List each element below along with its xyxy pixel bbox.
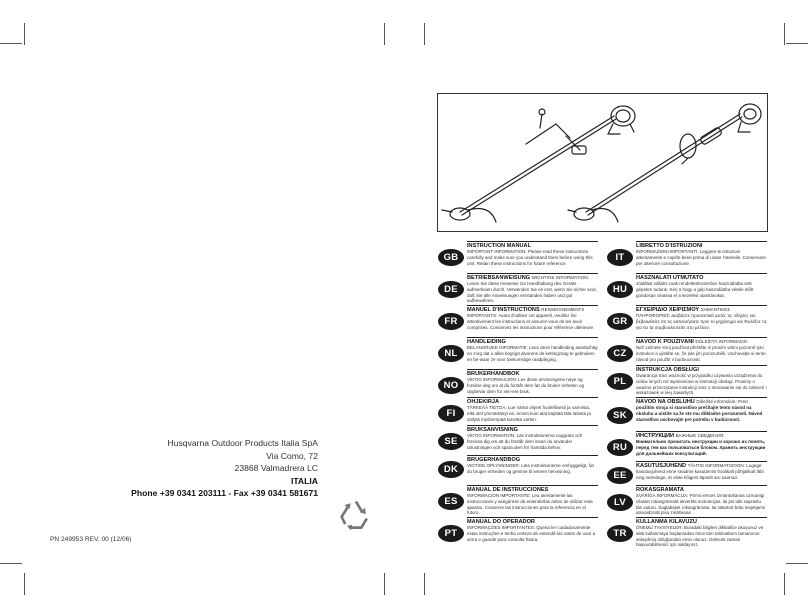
lang-badge: ES — [438, 493, 464, 510]
lang-badge: NL — [438, 345, 464, 362]
crop-mark — [786, 563, 808, 564]
lang-text — [467, 399, 598, 425]
trimmer-drawing — [438, 94, 767, 231]
company-street: Via Como, 72 — [266, 450, 318, 461]
lang-title: HANDLEIDING — [467, 339, 506, 345]
divider — [467, 337, 598, 338]
lang-text — [467, 427, 598, 453]
divider — [467, 273, 598, 274]
divider — [636, 305, 767, 306]
lang-title: ΕΓΧΕΙΡΙΔΙΟ ΧΕΙΡΙΣΜΟΥ — [636, 307, 700, 313]
lang-body: Než začnete stroj používat přečtěte si prosím velmi pozorně tyto instrukce a ujistěte se, že jste jim porozuměli. Uschovejte si tento návod pro použití v budoucnosti. — [636, 345, 766, 362]
crop-mark — [424, 573, 425, 595]
lang-title: OHJEKIRJA — [467, 399, 500, 405]
lang-badge: TR — [607, 525, 633, 542]
lang-title: MANUAL DO OPERADOR — [467, 519, 535, 525]
lang-body: SVARĪGA INFORMĀCIJA: Pirms ierīces izmantošanas uzmanīgi izlasiet rokasgrāmatā ietvertās instrukcijas, lai jūs labi saprastu tās saturu. Saglabājiet rokasgrāmatu, lai nākotnē būtu iespējams atsvaidzināt jūsu zināšanas. — [636, 493, 766, 516]
lang-subtitle: ΣΗΜΑΝΤΙΚΕΣ — [700, 307, 731, 312]
lang-subtitle: Dôležité informácie: Pred — [696, 399, 748, 404]
lang-badge: RU — [607, 439, 633, 456]
lang-title: HASZNÁLATI UTMUTATÓ — [636, 275, 704, 281]
lang-title: MANUAL DE INSTRUCCIONES — [467, 487, 549, 493]
lang-body: Lesen Sie diese Hinweise zur Handhabung des Geräts aufmerksam durch. Verwenden Sie es erst, wenn Sie sicher sind, daß Sie alle Anweisungen verstanden haben und gut aufbewahren. — [467, 281, 597, 304]
lang-body: použitím stroja si starostlivo prečítajte tento návod na obsluhu a uistite sa že ste mu dôkladne porozumeli. Návod starostlivo uschovajte pre potrebu v budúcnosti. — [636, 405, 763, 422]
lang-badge: SK — [607, 407, 633, 424]
lang-text — [467, 519, 598, 549]
lang-body: Jótállást vállalni csak rendeltetésszerűen használatba vett gépekre tudunk. Kérj ü hogy a gép használatba vétele előtt gondosan olvassa el a kezelési utasításokat. — [636, 281, 754, 298]
company-phone: Phone +39 0341 203111 - Fax +39 0341 581671 — [131, 488, 318, 499]
crop-mark — [784, 23, 785, 45]
divider — [467, 305, 598, 306]
lang-body: VIKTIG INFORMASJON: Les disse anvisningene nøye og forsikre deg om at du forstår dem før du bruker enheten og oppbevar dem for sen-ere bruk. — [467, 377, 585, 394]
lang-text — [636, 463, 767, 487]
divider — [467, 241, 598, 242]
lang-title: KASUTUSJUHEND — [636, 463, 687, 469]
lang-subtitle: TÄHTIS INFORMATSIOON: Lugege — [687, 463, 762, 468]
lang-text — [636, 243, 767, 273]
lang-title: KULLANMA KILAVUZU — [636, 519, 697, 525]
lang-body: VIGTIGE OPLYSNINGER: Læs instruktionerne omhyggeligt, før du bruger enheden og gemme til senere henvisning. — [467, 463, 595, 474]
divider — [467, 397, 598, 398]
lang-body: TÄRKEÄÄ TIETOA: Lue nämä ohjeet huolellisesti ja varmista, että olet ymmärtänyt ne, ennen kuin alat käyttää tätä laitetta ja säilytä myöhempää tarvetta varten. — [467, 405, 591, 422]
lang-text — [636, 339, 767, 365]
lang-text — [636, 367, 767, 397]
lang-body: INFORMAZIONI IMPORTANTI: Leggere le istruzioni attentamente e capirle bene prima di usare l'utensile. Conservare per ulteriore consultazione. — [636, 249, 766, 266]
lang-subtitle: WICHTIGE INFORMATION: — [531, 275, 589, 280]
lang-title: MANUEL D'INSTRUCTIONS — [467, 307, 540, 313]
lang-subtitle: RENSEIGNEMENTS — [541, 307, 585, 312]
divider — [467, 369, 598, 370]
divider — [636, 517, 767, 518]
lang-text — [636, 275, 767, 305]
crop-mark — [424, 23, 425, 45]
lang-text — [467, 457, 598, 481]
divider — [467, 425, 598, 426]
lang-badge: PL — [607, 373, 633, 390]
lang-title: BRUKSANVISNING — [467, 427, 518, 433]
crop-mark — [784, 573, 785, 595]
lang-subtitle: ВАЖНЫЕ СВЕДЕНИЯ: — [675, 433, 725, 438]
divider — [636, 485, 767, 486]
lang-text — [467, 243, 598, 273]
lang-title: INSTRUKCJA OBSŁUGI — [636, 367, 699, 373]
crop-mark — [384, 23, 385, 45]
lang-badge: EE — [607, 467, 633, 484]
lang-title: ИНСТРУКЦИИ — [636, 433, 675, 439]
lang-badge: IT — [607, 249, 633, 266]
crop-mark — [384, 573, 385, 595]
lang-text — [636, 307, 767, 337]
lang-text — [636, 487, 767, 517]
lang-text — [467, 275, 598, 305]
lang-body: ÖNEMLİ TAVSİYELER: Buradaki bilgileri dikkatlice okuyunuz ve aleti kullanmaya başlamadan önce tüm talimatların tamamının anlaşılmış olduğundan emin olunuz. Gelecek zaman başvurabilmeniz için saklayınız. — [636, 525, 764, 548]
product-illustration — [437, 93, 768, 232]
lang-body: IMPORTANT INFORMATION: Please read these instructions carefully and make sure you understand them before using this unit. Retain these instructions for future reference. — [467, 249, 593, 266]
lang-body: BELANGRIJKE INFORMATIE: Lees deze handleiding aandachtig en zorg dat u alles begrijpt alvorens de kettingzaag te gebruiken en be-waar ze voor toekomstige raadpleging. — [467, 345, 598, 362]
company-country: ITALIA — [290, 475, 318, 486]
lang-title: NÁVOD K POUŽÍVÁNÍ — [636, 339, 694, 345]
lang-badge: DE — [438, 281, 464, 298]
lang-body: kasutusjuhend enne seadme kasutamist hoolikalt põhjalikult läbi ning veenduge, et olete kõigest täpselt aru saanud. — [636, 469, 764, 480]
company-address — [100, 437, 318, 500]
crop-mark — [0, 43, 22, 44]
lang-body: VIKTIG INFORMATION: Läs instruktionerna noggrant och förvissa dig om att du förstår dem innan du använder utrustningen och spara dem för framtida behov. — [467, 433, 583, 450]
lang-body: INFORMACION IMPORTANTE: Lea atentamente las instrucciones y asegúrese de entenderlas antes de utilizar esta aparato. Conserve las instrucciones para la referencia en el futuro. — [467, 493, 593, 516]
lang-badge: SE — [438, 433, 464, 450]
lang-title: BRUKERHÅNDBOK — [467, 371, 520, 377]
divider — [467, 455, 598, 456]
divider — [636, 431, 767, 432]
crop-mark — [0, 563, 22, 564]
divider — [467, 485, 598, 486]
lang-title: INSTRUCTION MANUAL — [467, 243, 532, 249]
lang-text — [636, 399, 767, 431]
lang-text — [636, 433, 767, 461]
lang-badge: FI — [438, 405, 464, 422]
divider — [636, 461, 767, 462]
lang-badge: LV — [607, 494, 633, 511]
lang-text — [467, 339, 598, 369]
lang-text — [467, 487, 598, 517]
lang-body: Внимательно прочитать инструкции и хорошо их понять, перед тем как пользоваться блоком. Хранить инструкции для дальнейших консультаций. — [636, 439, 766, 456]
lang-body: Gwarancja trací ważność w przypadku używania urządzenia do celów innych niż wymienione w instrukcji obsługi. Prosimy o uważne przeczytanie instrukcji oraz o stosowanie się do zaleceń i wskazówek w niej zawartych. — [636, 373, 767, 396]
part-number: PN 249953 REV. 00 (12/06) — [50, 536, 132, 543]
lang-body: INFORMAÇÕES IMPORTANTES: Queira ler cuidadosamente estas instruções e tenha certeza de entendê-las antes de usar a serra e guarde para consulta futura. — [467, 525, 596, 542]
lang-title: BRUGERHÅNDBOG — [467, 457, 521, 463]
divider — [636, 337, 767, 338]
lang-badge: DK — [438, 461, 464, 478]
lang-badge: NO — [438, 377, 464, 394]
company-city: 23868 Valmadrera LC — [234, 463, 318, 474]
lang-text — [467, 371, 598, 397]
lang-title: LIBRETTO D'ISTRUZIONI — [636, 243, 703, 249]
lang-title: BETRIEBSANWEISUNG — [467, 275, 531, 281]
company-name: Husqvarna Outdoor Products Italia SpA — [167, 438, 318, 448]
lang-badge: FR — [438, 313, 464, 330]
crop-mark — [24, 23, 25, 45]
lang-badge: GR — [607, 313, 633, 330]
divider — [636, 273, 767, 274]
lang-title: ROKASGRĀMATA — [636, 487, 684, 493]
lang-badge: CZ — [607, 345, 633, 362]
divider — [636, 365, 767, 366]
crop-mark — [786, 43, 808, 44]
lang-text — [636, 519, 767, 553]
lang-badge: HU — [607, 281, 633, 298]
lang-text — [467, 307, 598, 337]
lang-badge: PT — [438, 525, 464, 542]
crop-mark — [24, 573, 25, 595]
lang-body: IMPORTANTS: Avant d'utiliser cet appareil, veuillez lire attentivement les instructions et assurez-vous de les avoir comprises. Conservez les instructions pour référence ultérieure. — [467, 313, 595, 330]
lang-badge: GB — [438, 249, 464, 266]
divider — [636, 397, 767, 398]
divider — [467, 517, 598, 518]
lang-subtitle: DŮLEŽITÁ INFORMACE! — [695, 339, 748, 344]
lang-body: ΠΛΗΡΟΦΟΡΙΕΣ: Διαβάστε προσεκτικά αυτές τις οδηγίες και βεβαιωθείτε ότι τις κατανοήσατε πριν το μηχάνημα και Φυλάξτε τις για να τα συμβουλευτείτε στο μέλλον. — [636, 313, 767, 330]
divider — [636, 241, 767, 242]
lang-title: NÁVOD NA OBSLUHU — [636, 399, 695, 405]
recycle-icon — [338, 497, 374, 533]
